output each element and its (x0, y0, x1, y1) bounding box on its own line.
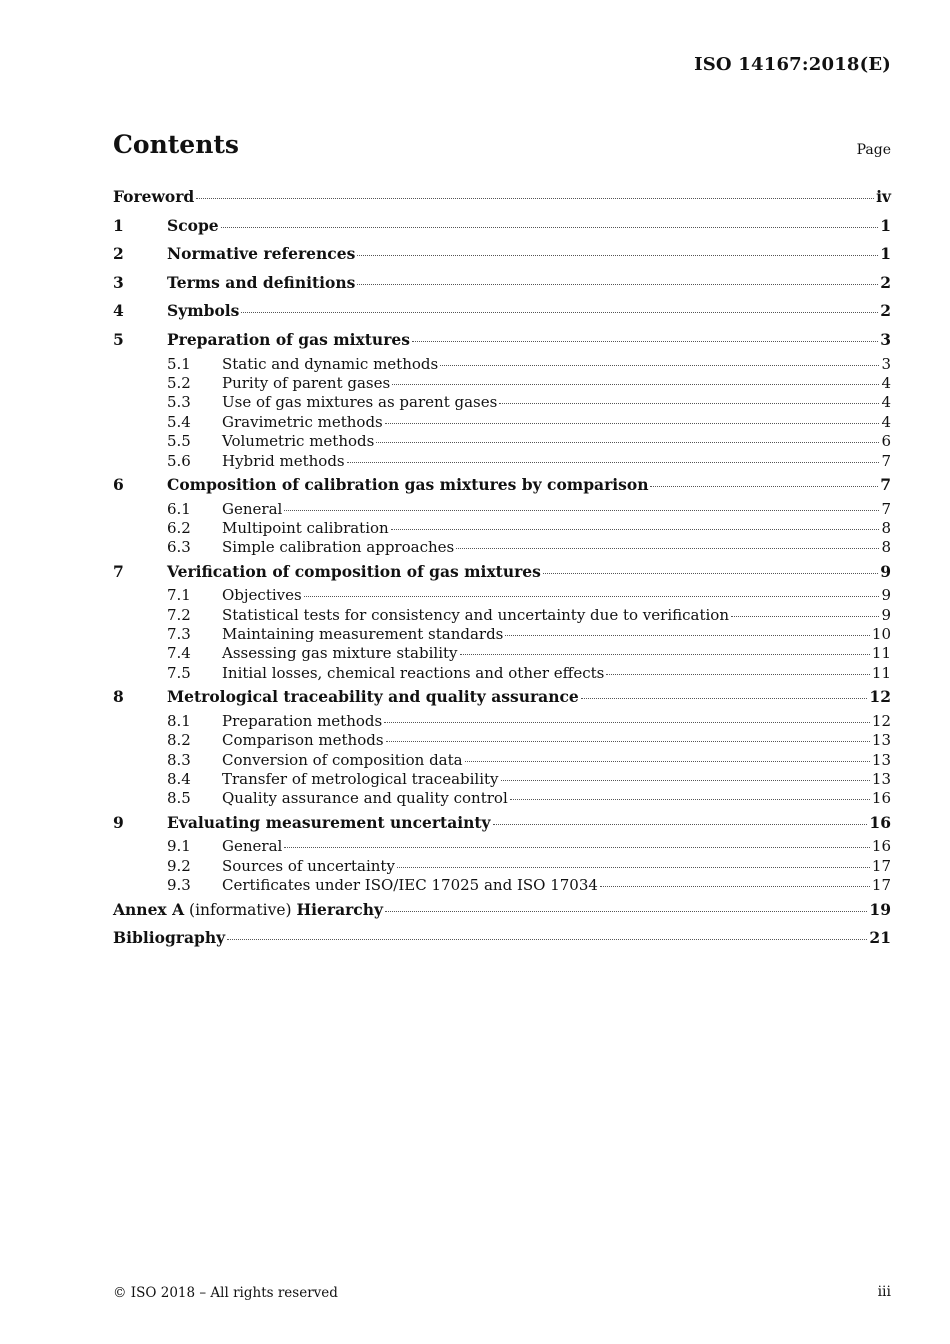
toc-subentry-page: 10 (871, 625, 891, 644)
toc-entry-title-tail: Hierarchy (296, 899, 383, 919)
toc-entry-title (113, 896, 383, 925)
toc-entry-page: 1 (880, 215, 891, 235)
toc-entry-title (167, 809, 491, 838)
toc-entry-title (167, 269, 355, 298)
toc-entry-title (167, 212, 219, 241)
toc-subentry-number: 5.4 (167, 412, 191, 431)
toc-entry-title (167, 471, 648, 500)
toc-subentry[interactable] (113, 857, 891, 876)
toc-subentry-number: 5.6 (167, 451, 191, 470)
toc-subentry-title: Volumetric methods (222, 432, 375, 451)
toc-subentry-page: 6 (881, 432, 891, 451)
toc-subentry[interactable] (113, 664, 891, 683)
toc-subentry[interactable] (113, 770, 891, 789)
toc-subentry-number: 9.2 (167, 856, 191, 875)
toc-entry-title-text: Normative references (167, 244, 356, 264)
toc-subentry-number: 6.1 (167, 499, 191, 518)
toc-subentry-page: 13 (871, 731, 891, 750)
toc-subentry-number: 7.3 (167, 625, 191, 644)
toc-subentry-title: Initial losses, chemical reactions and other effects (222, 663, 605, 682)
toc-entry-title (167, 683, 579, 712)
toc-subentry-number: 7.2 (167, 605, 191, 624)
toc-entry-title (167, 297, 239, 326)
toc-subentry-title: Objectives (222, 586, 302, 605)
toc-entry-page: 12 (869, 687, 891, 707)
toc-entry-title-text: Bibliography (113, 928, 226, 948)
toc-subentry-page: 17 (871, 856, 891, 875)
toc-entry-page: 3 (880, 329, 891, 349)
toc-entry-title-text: Metrological traceability and quality assurance (167, 687, 579, 707)
toc-subentry-number: 7.4 (167, 644, 191, 663)
dot-leader (543, 573, 878, 574)
dot-leader (493, 824, 868, 825)
toc-entry-page: 21 (869, 928, 891, 948)
toc-subentry-number: 5.2 (167, 373, 191, 392)
dot-leader (412, 341, 878, 342)
toc-subentry-page: 13 (871, 750, 891, 769)
toc-subentry[interactable] (113, 625, 891, 644)
toc-subentry[interactable] (113, 452, 891, 471)
toc-subentry-page: 4 (881, 393, 891, 412)
toc-entry-title-text: Composition of calibration gas mixtures by comparison (167, 474, 649, 494)
toc-subentry-number: 8.5 (167, 789, 191, 808)
toc-subentry-title: Preparation methods (222, 711, 383, 730)
toc-entry-page: 9 (880, 561, 891, 581)
page-title: Contents (113, 130, 240, 159)
toc-entry-number: 9 (113, 812, 124, 832)
toc-subentry-title: Use of gas mixtures as parent gases (222, 393, 498, 412)
dot-leader (385, 911, 867, 912)
toc-entry-page: 2 (880, 301, 891, 321)
toc-subentry-number: 8.2 (167, 731, 191, 750)
toc-entry-page: iv (876, 187, 891, 206)
toc-entry-title-text: Preparation of gas mixtures (167, 329, 410, 349)
dot-leader (600, 886, 870, 887)
toc-subentry[interactable] (113, 712, 891, 731)
toc-subentry-number: 6.2 (167, 518, 191, 537)
toc-subentry-number: 7.5 (167, 663, 191, 682)
toc-subentry-number: 5.3 (167, 393, 191, 412)
toc-subentry-number: 9.1 (167, 837, 191, 856)
dot-leader (221, 227, 879, 228)
toc-entry-title-text: Evaluating measurement uncertainty (167, 812, 491, 832)
toc-subentry[interactable] (113, 751, 891, 770)
toc-subentry[interactable] (113, 355, 891, 374)
toc-subentry-title: Static and dynamic methods (222, 354, 439, 373)
toc-entry-title (167, 240, 355, 269)
dot-leader (440, 365, 879, 366)
toc-subentry[interactable] (113, 606, 891, 625)
dot-leader (284, 510, 879, 511)
toc-subentry[interactable] (113, 644, 891, 663)
toc-subentry-page: 8 (881, 538, 891, 557)
toc-subentry-page: 9 (881, 605, 891, 624)
toc-entry-number: 7 (113, 561, 124, 581)
toc-entry-title-text: Annex A (113, 899, 185, 919)
dot-leader (384, 722, 870, 723)
toc-entry-title (113, 183, 194, 212)
toc-entry-title (113, 924, 225, 953)
toc-subentry-title: Comparison methods (222, 731, 384, 750)
toc-entry-number: 4 (113, 301, 124, 321)
toc-subentry-page: 16 (871, 837, 891, 856)
toc-subentry-number: 6.3 (167, 538, 191, 557)
dot-leader (357, 255, 878, 256)
dot-leader (505, 635, 870, 636)
dot-leader (392, 384, 879, 385)
toc-entry-page: 7 (880, 474, 891, 494)
toc-subentry-number: 8.3 (167, 750, 191, 769)
toc-subentry-page: 4 (881, 412, 891, 431)
toc-entry-title (167, 558, 541, 587)
dot-leader (510, 799, 870, 800)
dot-leader (499, 403, 879, 404)
dot-leader (357, 284, 878, 285)
toc-entry[interactable] (113, 183, 891, 212)
toc-entry[interactable] (113, 269, 891, 298)
toc-subentry[interactable] (113, 374, 891, 393)
toc-subentry-number: 7.1 (167, 586, 191, 605)
toc-subentry[interactable] (113, 789, 891, 808)
toc-subentry[interactable] (113, 393, 891, 412)
dot-leader (391, 529, 880, 530)
dot-leader (581, 698, 868, 699)
dot-leader (606, 674, 870, 675)
toc-subentry-page: 13 (871, 769, 891, 788)
toc-subentry-title: General (222, 499, 283, 518)
toc-subentry-title: Conversion of composition data (222, 750, 463, 769)
toc-subentry[interactable] (113, 538, 891, 557)
toc-entry[interactable] (113, 297, 891, 326)
toc-subentry-title: Sources of uncertainty (222, 856, 395, 875)
dot-leader (241, 312, 878, 313)
dot-leader (347, 462, 880, 463)
toc-subentry-page: 12 (871, 711, 891, 730)
toc-subentry[interactable] (113, 586, 891, 605)
toc-entry-number: 2 (113, 244, 124, 264)
toc-entry-title (167, 326, 410, 355)
toc-subentry-page: 11 (871, 663, 891, 682)
dot-leader (196, 198, 874, 199)
dot-leader (304, 596, 880, 597)
toc-subentry-number: 5.1 (167, 354, 191, 373)
toc-subentry-title: Purity of parent gases (222, 373, 391, 392)
toc-subentry[interactable] (113, 876, 891, 895)
page-column-label: Page (856, 142, 891, 158)
toc-subentry[interactable] (113, 731, 891, 750)
toc-subentry-page: 17 (871, 876, 891, 895)
toc-subentry-number: 8.4 (167, 769, 191, 788)
toc-subentry-number: 5.5 (167, 432, 191, 451)
toc-subentry-title: General (222, 837, 283, 856)
toc-entry-number: 6 (113, 474, 124, 494)
toc-entry-page: 16 (869, 812, 891, 832)
toc-subentry-title: Assessing gas mixture stability (222, 644, 458, 663)
toc-subentry-title: Quality assurance and quality control (222, 789, 508, 808)
toc-entry-title-text: Scope (167, 215, 219, 235)
toc-subentry[interactable] (113, 519, 891, 538)
toc-subentry-number: 8.1 (167, 711, 191, 730)
toc-entry-page: 1 (880, 244, 891, 264)
toc-subentry[interactable] (113, 500, 891, 519)
toc-subentry-page: 11 (871, 644, 891, 663)
toc-entry-number: 8 (113, 687, 124, 707)
toc-entry[interactable] (113, 683, 891, 712)
toc-subentry-title: Statistical tests for consistency and uncertainty due to verification (222, 605, 729, 624)
toc-entry[interactable] (113, 896, 891, 925)
page-number: iii (877, 1284, 891, 1300)
toc-subentry-title: Certificates under ISO/IEC 17025 and ISO 17034 (222, 876, 598, 895)
toc-subentry[interactable] (113, 837, 891, 856)
toc-subentry-page: 4 (881, 373, 891, 392)
dot-leader (465, 761, 870, 762)
toc-entry[interactable] (113, 924, 891, 953)
toc-subentry-title: Multipoint calibration (222, 518, 389, 537)
dot-leader (456, 548, 879, 549)
toc-subentry-number: 9.3 (167, 876, 191, 895)
toc-entry-page: 2 (880, 272, 891, 292)
dot-leader (376, 442, 879, 443)
toc-subentry[interactable] (113, 432, 891, 451)
document-id: ISO 14167:2018(E) (694, 54, 891, 75)
dot-leader (397, 867, 870, 868)
dot-leader (227, 939, 867, 940)
toc-entry-title-text: Terms and definitions (167, 272, 356, 292)
toc-subentry-page: 8 (881, 518, 891, 537)
toc-subentry[interactable] (113, 413, 891, 432)
table-of-contents (113, 183, 891, 953)
toc-entry-number: 3 (113, 272, 124, 292)
toc-subentry-page: 9 (881, 586, 891, 605)
toc-entry[interactable] (113, 240, 891, 269)
toc-subentry-page: 3 (881, 354, 891, 373)
toc-entry-title-text: Verification of composition of gas mixtures (167, 561, 541, 581)
toc-entry-number: 1 (113, 215, 124, 235)
dot-leader (385, 423, 880, 424)
toc-subentry-title: Maintaining measurement standards (222, 625, 504, 644)
dot-leader (650, 486, 878, 487)
toc-entry-title-text: Symbols (167, 301, 240, 321)
toc-entry[interactable] (113, 471, 891, 500)
dot-leader (460, 654, 870, 655)
toc-entry[interactable] (113, 212, 891, 241)
dot-leader (386, 741, 870, 742)
toc-subentry-page: 16 (871, 789, 891, 808)
dot-leader (501, 780, 870, 781)
dot-leader (731, 616, 879, 617)
toc-subentry-title: Transfer of metrological traceability (222, 769, 499, 788)
toc-entry[interactable] (113, 558, 891, 587)
toc-entry[interactable] (113, 326, 891, 355)
toc-subentry-title: Simple calibration approaches (222, 538, 455, 557)
toc-subentry-page: 7 (881, 451, 891, 470)
toc-entry-number: 5 (113, 329, 124, 349)
toc-entry-page: 19 (869, 899, 891, 919)
toc-entry-title-text: Foreword (113, 187, 195, 206)
toc-entry[interactable] (113, 809, 891, 838)
toc-subentry-page: 7 (881, 499, 891, 518)
toc-subentry-title: Hybrid methods (222, 451, 345, 470)
toc-subentry-title: Gravimetric methods (222, 412, 383, 431)
toc-entry-title-qualifier: (informative) (184, 900, 297, 919)
dot-leader (284, 847, 870, 848)
copyright-notice: © ISO 2018 – All rights reserved (113, 1285, 338, 1301)
